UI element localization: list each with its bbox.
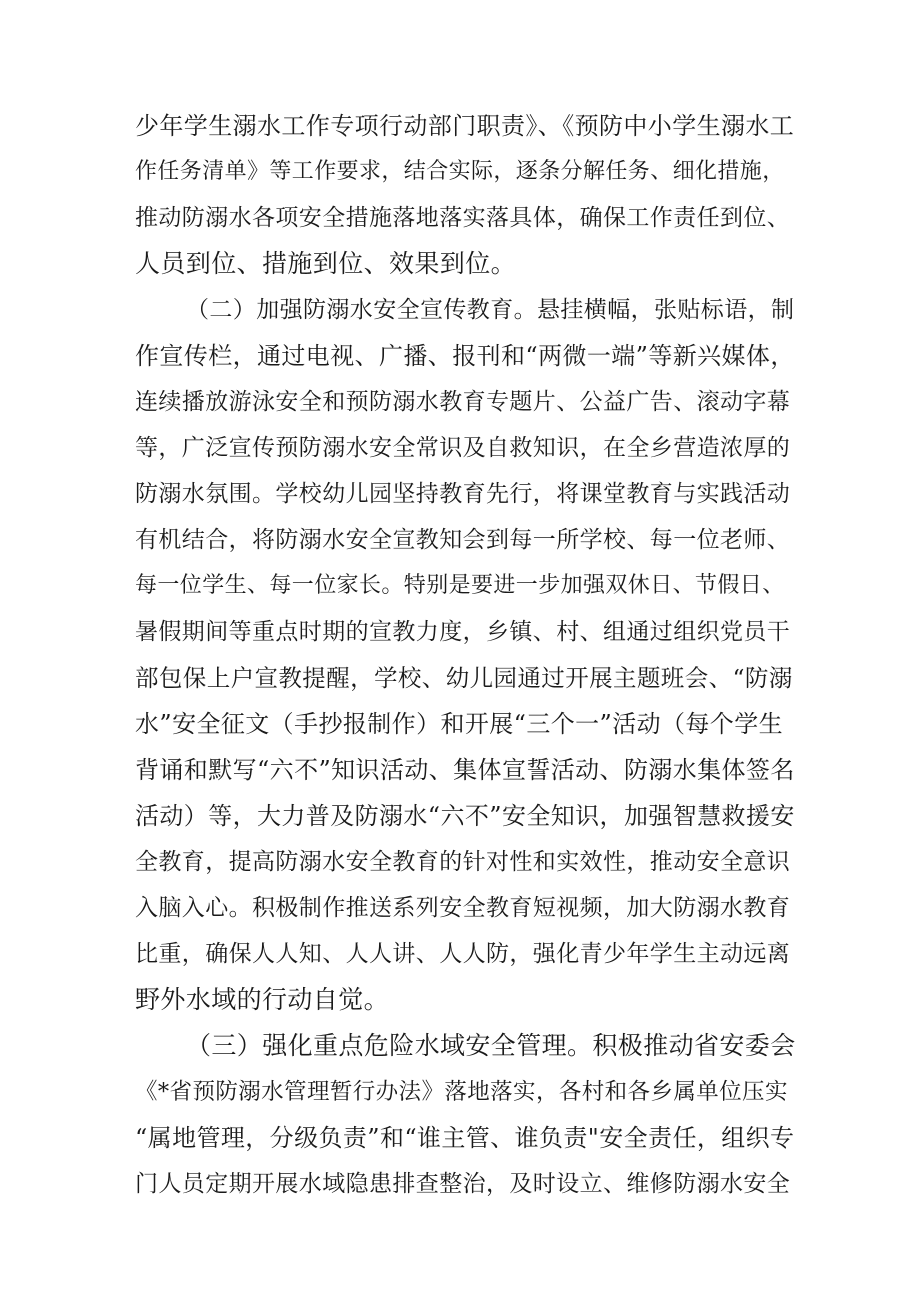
text-line: 《*省预防溺水管理暂行办法》落地落实，各村和各乡属单位压实: [135, 1079, 788, 1105]
text-line: 连续播放游泳安全和预防溺水教育专题片、公益广告、滚动字幕: [135, 389, 791, 415]
text-line: 等，广泛宣传预防溺水安全常识及自救知识，在全乡营造浓厚的: [135, 435, 791, 461]
text-line: 暑假期间等重点时期的宣教力度，乡镇、村、组通过组织党员干: [135, 619, 791, 645]
text-line: 作任务清单》等工作要求，结合实际，逐条分解任务、细化措施，: [135, 159, 785, 184]
text-line: 推动防溺水各项安全措施落地落实落具体，确保工作责任到位、: [135, 205, 791, 231]
text-line: 野外水域的行动自觉。: [135, 985, 390, 1014]
text-line: 防溺水氛围。学校幼儿园坚持教育先行，将课堂教育与实践活动: [135, 481, 791, 507]
text-line: 作宣传栏，通过电视、广播、报刊和“两微一端”等新兴媒体，: [135, 342, 795, 370]
paragraph-start-line: （三）强化重点危险水域安全管理。积极推动省安委会: [186, 1031, 796, 1060]
text-line: 人员到位、措施到位、效果到位。: [135, 249, 517, 278]
text-line: 背诵和默写“六不”知识活动、集体宣誓活动、防溺水集体签名: [135, 756, 795, 784]
text-line: 活动）等，大力普及防溺水“六不”安全知识，加强智慧救援安: [135, 802, 795, 830]
paragraph-start-line: （二）加强防溺水安全宣传教育。悬挂横幅，张贴标语，制: [186, 297, 795, 323]
text-line: 门人员定期开展水域隐患排查整治，及时设立、维修防溺水安全: [135, 1171, 791, 1197]
text-line: 入脑入心。积极制作推送系列安全教育短视频，加大防溺水教育: [135, 895, 791, 921]
text-line: 比重，确保人人知、人人讲、人人防，强化青少年学生主动远离: [135, 941, 791, 967]
text-line: 水”安全征文（手抄报制作）和开展“三个一”活动（每个学生: [135, 710, 784, 738]
text-line: 部包保上户宣教提醒，学校、幼儿园通过开展主题班会、“防溺: [135, 664, 793, 692]
text-line: 每一位学生、每一位家长。特别是要进一步加强双休日、节假日、: [135, 573, 785, 598]
text-line: 全教育，提高防溺水安全教育的针对性和实效性，推动安全意识: [135, 849, 791, 875]
text-line: 少年学生溺水工作专项行动部门职责》、《预防中小学生溺水工: [135, 112, 795, 140]
text-line: “属地管理，分级负责”和“谁主管、谁负责"安全责任，组织专: [135, 1124, 795, 1152]
text-line: 有机结合，将防溺水安全宣教知会到每一所学校、每一位老师、: [135, 527, 791, 553]
